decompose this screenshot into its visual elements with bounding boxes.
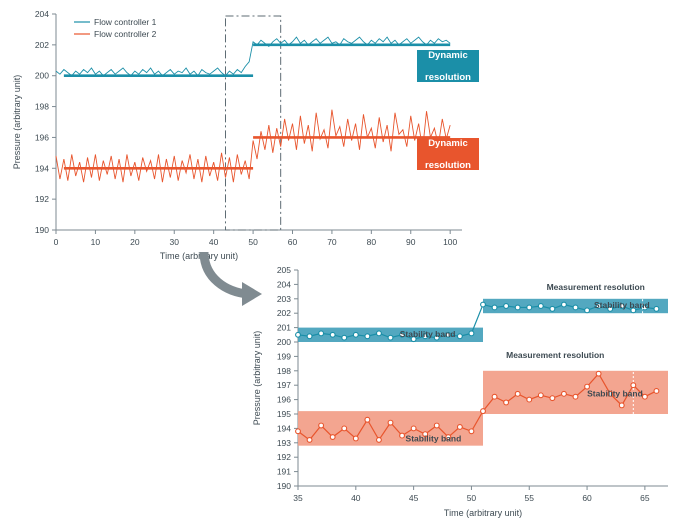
x-tick: 20 xyxy=(130,237,140,247)
data-point xyxy=(562,302,567,307)
badge-dynamic-resolution-2 xyxy=(417,138,479,170)
data-point xyxy=(307,334,312,339)
legend-label-2: Flow controller 2 xyxy=(94,29,157,39)
data-point xyxy=(457,425,462,430)
x-tick: 70 xyxy=(327,237,337,247)
x-tick: 0 xyxy=(53,237,59,247)
data-point xyxy=(319,423,324,428)
data-point xyxy=(654,306,659,311)
x-tick: 60 xyxy=(582,493,592,503)
annotation-measurement-resolution-1: Measurement resolution xyxy=(546,282,645,293)
data-point xyxy=(550,396,555,401)
data-point xyxy=(492,394,497,399)
badge-line1: Dynamic xyxy=(428,49,468,61)
y-tick: 194 xyxy=(276,423,291,434)
y-tick: 196 xyxy=(34,132,49,143)
data-point xyxy=(307,438,312,443)
y-tick: 204 xyxy=(276,279,291,290)
data-point xyxy=(365,334,370,339)
data-point xyxy=(596,371,601,376)
y-tick: 190 xyxy=(276,481,291,491)
data-point xyxy=(296,332,301,337)
annotation-stability-band-2: Stability band xyxy=(399,328,456,339)
y-tick: 195 xyxy=(276,409,291,419)
y-tick: 194 xyxy=(34,163,49,174)
data-point xyxy=(527,305,532,310)
data-point xyxy=(619,403,624,408)
data-point xyxy=(642,394,647,399)
badge-dynamic-resolution-1 xyxy=(417,50,479,82)
data-point xyxy=(562,391,567,396)
x-tick: 90 xyxy=(406,237,416,247)
data-point xyxy=(481,409,486,414)
data-point xyxy=(434,423,439,428)
series-line-2 xyxy=(56,110,450,183)
x-tick: 40 xyxy=(208,237,219,247)
data-point xyxy=(481,302,486,307)
data-point xyxy=(654,389,659,394)
data-point xyxy=(377,438,382,443)
annotation-stability-band-1: Stability band xyxy=(594,300,650,311)
x-tick: 65 xyxy=(640,493,650,503)
data-point xyxy=(353,436,358,441)
x-tick: 10 xyxy=(90,237,101,247)
data-point xyxy=(365,417,370,422)
annotation-stability-band-3: Stability band xyxy=(587,388,643,399)
y-axis-label: Pressure (arbitrary unit) xyxy=(12,74,22,170)
y-tick: 204 xyxy=(34,9,49,19)
y-tick: 199 xyxy=(276,351,291,362)
data-point xyxy=(411,426,416,431)
data-point xyxy=(296,429,301,434)
y-tick: 200 xyxy=(34,70,49,81)
data-point xyxy=(573,394,578,399)
y-tick: 197 xyxy=(276,380,291,391)
series-line-1 xyxy=(56,37,450,76)
data-point xyxy=(527,397,532,402)
data-point xyxy=(585,308,590,313)
y-tick: 203 xyxy=(276,293,291,304)
data-point xyxy=(515,391,520,396)
x-tick: 50 xyxy=(248,237,258,247)
data-point xyxy=(330,332,335,337)
x-tick: 35 xyxy=(293,493,303,503)
data-point xyxy=(573,305,578,310)
y-tick: 200 xyxy=(276,337,291,347)
data-point xyxy=(319,331,324,336)
y-tick: 201 xyxy=(276,322,291,333)
data-point xyxy=(377,331,382,336)
x-axis-label: Time (arbitrary unit) xyxy=(443,508,523,518)
data-point xyxy=(504,304,509,309)
legend-label-1: Flow controller 1 xyxy=(94,17,157,27)
y-tick: 193 xyxy=(276,437,291,448)
top-chart xyxy=(8,4,478,264)
data-point xyxy=(515,305,520,310)
data-point xyxy=(388,420,393,425)
x-tick: 100 xyxy=(443,237,458,247)
data-point xyxy=(469,331,474,336)
data-point xyxy=(342,426,347,431)
y-axis-label: Pressure (arbitrary unit) xyxy=(252,330,262,426)
y-tick: 202 xyxy=(34,39,49,50)
data-point xyxy=(388,335,393,340)
y-tick: 190 xyxy=(34,225,49,235)
y-tick: 198 xyxy=(34,101,49,112)
highlight-region xyxy=(225,16,280,230)
x-tick: 50 xyxy=(466,493,477,503)
data-point xyxy=(550,306,555,311)
x-tick: 40 xyxy=(351,493,361,503)
y-tick: 198 xyxy=(276,365,291,376)
data-point xyxy=(330,435,335,440)
data-point xyxy=(342,335,347,340)
bottom-chart xyxy=(248,262,678,522)
badge2-line1: Dynamic xyxy=(428,137,468,149)
data-point xyxy=(469,429,474,434)
data-point xyxy=(504,400,509,405)
y-tick: 191 xyxy=(276,466,291,477)
y-tick: 192 xyxy=(34,194,49,205)
badge-line2: resolution xyxy=(425,71,471,83)
data-point xyxy=(492,305,497,310)
y-tick: 202 xyxy=(276,308,291,319)
badge2-line2: resolution xyxy=(425,159,471,171)
data-point xyxy=(457,334,462,339)
x-tick: 80 xyxy=(366,237,377,247)
x-tick: 60 xyxy=(287,237,298,247)
data-point xyxy=(353,332,358,337)
y-tick: 192 xyxy=(276,452,291,463)
data-point xyxy=(538,304,543,309)
data-point xyxy=(400,433,405,438)
y-tick: 205 xyxy=(276,265,291,275)
x-tick: 45 xyxy=(408,493,419,503)
x-tick: 30 xyxy=(169,237,179,247)
x-axis-label: Time (arbitrary unit) xyxy=(159,251,239,261)
data-point xyxy=(538,393,543,398)
x-tick: 55 xyxy=(524,493,534,503)
annotation-stability-band-4: Stability band xyxy=(405,433,462,444)
annotation-measurement-resolution-2: Measurement resolution xyxy=(506,349,605,360)
y-tick: 196 xyxy=(276,394,291,405)
